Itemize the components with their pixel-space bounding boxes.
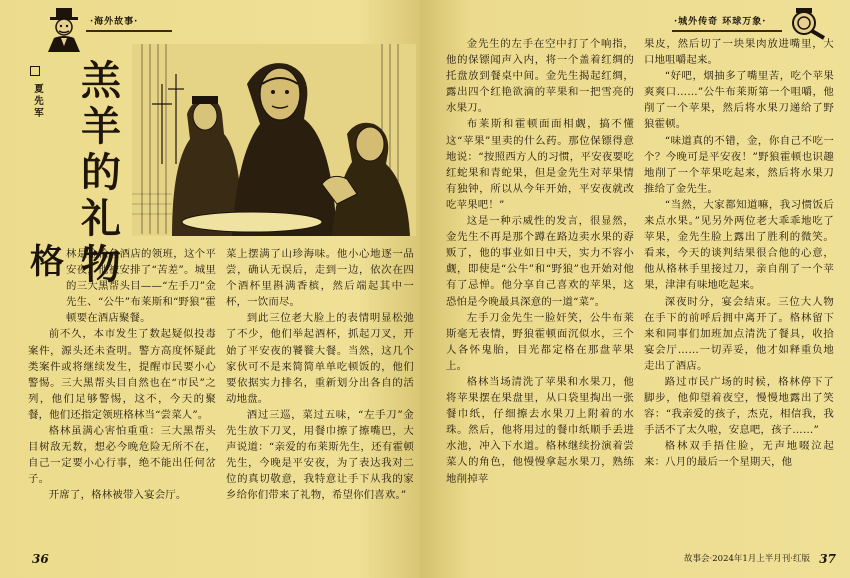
paragraph: 这是一种示威性的发言，很显然，金先生不再是那个蹲在路边卖水果的孬贩了，他的事业如日中天，实力不容小觑，即使是“公牛”和“野狼”也开始对他有了忌惮。他分享自己喜欢的苹果，这恐怕是今晚最具深意的一道“菜”。 [446,215,634,308]
paragraph: 开席了，格林被带入宴会厅。 [48,489,187,502]
author-marker [30,66,40,76]
paragraph: “味道真的不错，金，你自己不吃一个？今晚可是平安夜！”野狼霍顿也识趣地削了一个苹果吃起来，然后将水果刀推给了金先生。 [644,134,834,195]
header-rule [86,30,172,32]
paragraph: “好吧，烟抽多了嘴里苦，吃个苹果爽爽口……”公牛布莱斯第一个咀嚼，他削了一个苹果，然后将水果刀递给了野狼霍顿。 [644,70,834,131]
magazine-footer: 故事会·2024年1月上半月刊·红版 [684,554,810,564]
detective-logo-icon [44,6,84,54]
paragraph: 金先生的左手在空中打了个响指，他的保镖闻声入内，将一个盖着红绸的托盘放到餐桌中间。金先生揭起红绸，露出四个红艳欲滴的苹果和一把雪亮的水果刀。 [446,38,634,115]
author-name: 夏先军 [34,84,44,119]
drop-cap: 格 [30,242,64,282]
paragraph: 左手刀金先生一脸奸笑，公牛布莱斯毫无表情，野狼霍顿面沉似水，三个人各怀鬼胎，目光都定格在那盘苹果上。 [446,311,634,372]
page-number: 36 [32,552,49,566]
paragraph: 前不久，本市发生了数起疑似投毒案件，源头还未查明。警方高度怀疑此类案件或将继续发生，提醒市民要小心警惕。三大黑帮头目自然也在“市民”之列，他们足够警惕，这不，今天的聚餐，他们还指定领班格林当“尝菜人”。 [28,328,216,421]
page-number: 37 [819,552,836,566]
paragraph: 酒过三巡，菜过五味，“左手刀”金先生放下刀叉，用餐巾擦了擦嘴巴，大声说道：“亲爱的布莱斯先生，还有霍顿先生，今晚是平安夜，为了表达我对二位的真切敬意，我特意让手下从我的家乡给你们带来了礼物，希望你们喜欢。” [226,408,414,502]
paragraph: 林是金枪鱼酒店的领班，这个平安夜，他被安排了“苦差”。城里的三大黑帮头目——“左手刀”金先生、“公牛”布莱斯和“野狼”霍顿要在酒店聚餐。 [66,248,216,325]
paragraph: “当然，大家都知道嘛，我习惯饭后来点水果。”见另外两位老大乖乖地吃了苹果，金先生脸上露出了胜利的微笑。看来，今天的谈判结果很合他的心意，他从格林手里接过刀，亲自削了一个苹果，津津有味地吃起来。 [644,198,834,292]
paragraph: 格林当场清洗了苹果和水果刀，他将苹果摆在果盘里，从口袋里掏出一张餐巾纸，仔细擦去水果刀上附着的水珠。然后，他将用过的餐巾纸顺手丢进水池，冲入下水道。格林继续扮演着尝菜人的角色，他慢慢拿起水果刀，熟练地削掉苹 [446,375,634,485]
left-page [0,0,420,578]
right-page [420,0,850,578]
header-rule [672,30,782,32]
paragraph: 果皮，然后切了一块果肉放进嘴里，大口地咀嚼起来。 [644,38,834,67]
paragraph: 路过市民广场的时候，格林停下了脚步，他仰望着夜空，慢慢地露出了笑容：“我亲爱的孩子，杰克，相信我，我手活不了太久啦，安息吧，孩子……” [644,375,834,437]
story-illustration [132,44,416,236]
detective-logo-icon [786,6,830,40]
left-column-1 [28,242,216,552]
paragraph: 布莱斯和霍顿面面相觑，搞不懂这“苹果”里卖的什么药。那位保镖得意地说：“按照西方人的习惯，平安夜要吃红蛇果和青蛇果，但是金先生对苹果情有独钟，所以从今年开始，平安夜就改吃苹果吧！” [446,118,634,211]
right-column-1 [446,36,634,554]
paragraph: 格林双手捂住脸，无声地啜泣起来：八月的最后一个星期天，他 [644,440,834,469]
section-tag: ·城外传奇 环球万象· [674,17,767,27]
paragraph: 深夜时分，宴会结束。三位大人物在手下的前呼后拥中离开了。格林留下来和同事们加班加点清洗了餐具，收拾宴会厅……一切弄妥，他才如释重负地走出了酒店。 [644,295,834,372]
left-column-2 [226,246,414,552]
section-tag: ·海外故事· [90,17,139,27]
paragraph: 格林虽满心害怕重重：三大黑帮头目树敌无数，想必今晚危险无所不在，自己一定要小心行事，绝不能出任何岔子。 [28,425,216,486]
paragraph: 菜上摆满了山珍海味。他小心地逐一品尝，确认无误后，走到一边，依次在四个酒杯里斟满香槟，然后端起其中一杯，一饮而尽。 [226,248,414,309]
story-title: 羔羊的礼物 [81,57,121,288]
paragraph: 到此三位老大脸上的表情明显松弛了不少，他们举起酒杯，抓起刀叉，开始了平安夜的饕餮大餐。当然，这几个家伙可不是来简简单单吃顿饭的，他们要依据实力排名，重新划分出各自的活动地盘。 [226,312,414,405]
right-column-2 [644,36,834,554]
